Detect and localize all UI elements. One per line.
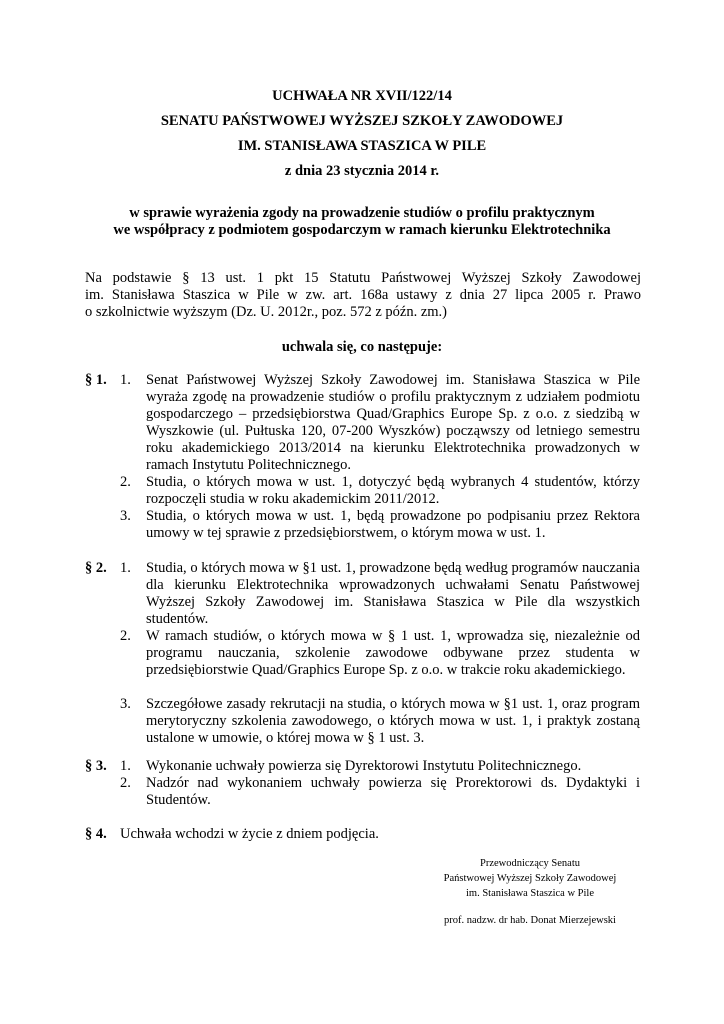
resolves-heading: uchwala się, co następuje: bbox=[281, 339, 443, 355]
subject-line-1: w sprawie wyrażenia zgody na prowadzenie studiów o profilu praktycznym bbox=[129, 205, 595, 221]
item-number: 1. bbox=[120, 758, 131, 774]
legal-basis-line: Na podstawie § 13 ust. 1 pkt 15 Statutu Państwowej Wyższej Szkoły Zawodowej bbox=[85, 270, 641, 286]
item-number: 1. bbox=[120, 372, 131, 388]
resolution-date: z dnia 23 stycznia 2014 r. bbox=[284, 163, 440, 179]
section-1-item-1: Senat Państwowej Wyższej Szkoły Zawodowej im. Stanisława Staszica w Pile wyraża zgodę na prowadzenie studiów o profilu praktycznym z udziałem podmiotu gospodarczego – przedsiębiorstwa Quad/Graphics Europe Sp. z o.o. z siedzibą w Wyszkowie (ul. Pułtuska 120, 07-200 Wyszków) począwszy od letniego semestru roku akademickiego 2013/2014 na kierunku Elektrotechnika prowadzonych w ramach Instytutu Politechnicznego. bbox=[146, 372, 640, 473]
signature-block bbox=[420, 856, 640, 928]
section-1-label: § 1. bbox=[85, 372, 107, 388]
item-number: 2. bbox=[120, 775, 131, 791]
section-2-item-3: Szczegółowe zasady rekrutacji na studia, o których mowa w §1 ust. 1, oraz program merytoryczny szkolenia zawodowego, o których mowa w ust. 1, i praktyk zostaną ustalone w umowie, o której mowa w § 1 ust. 3. bbox=[146, 696, 640, 746]
item-number: 3. bbox=[120, 696, 131, 712]
section-3-label: § 3. bbox=[85, 758, 107, 774]
subject-line-2: we współpracy z podmiotem gospodarczym w ramach kierunku Elektrotechnika bbox=[113, 222, 611, 238]
legal-basis-line: im. Stanisława Staszica w Pile w zw. art. 168a ustawy z dnia 27 lipca 2005 r. Prawo bbox=[85, 287, 641, 303]
item-number: 2. bbox=[120, 474, 131, 490]
section-2-item-2: W ramach studiów, o których mowa w § 1 ust. 1, wprowadza się, niezależnie od programu nauczania, szkolenie zawodowe odbywane przez studenta w przedsiębiorstwie Quad/Graphics Europe Sp. z o.o. w trakcie roku akademickiego. bbox=[146, 628, 640, 678]
resolution-number: UCHWAŁA NR XVII/122/14 bbox=[272, 88, 452, 104]
section-3-item-1: Wykonanie uchwały powierza się Dyrektorowi Instytutu Politechnicznego. bbox=[146, 758, 582, 774]
section-4-label: § 4. bbox=[85, 826, 107, 842]
section-1-item-2: Studia, o których mowa w ust. 1, dotyczyć będą wybranych 4 studentów, którzy rozpoczęli studia w roku akademickim 2011/2012. bbox=[146, 474, 640, 507]
item-number: 1. bbox=[120, 560, 131, 576]
item-number: 3. bbox=[120, 508, 131, 524]
senate-name: SENATU PAŃSTWOWEJ WYŻSZEJ SZKOŁY ZAWODOWEJ bbox=[160, 113, 564, 129]
signature-institution-2: im. Stanisława Staszica w Pile bbox=[465, 888, 595, 899]
item-number: 2. bbox=[120, 628, 131, 644]
signatory-name: prof. nadzw. dr hab. Donat Mierzejewski bbox=[444, 915, 616, 926]
section-1-item-3: Studia, o których mowa w ust. 1, będą prowadzone po podpisaniu przez Rektora umowy w tej sprawie z przedsiębiorstwem, o którym mowa w ust. 1. bbox=[146, 508, 640, 541]
section-2-item-1: Studia, o których mowa w §1 ust. 1, prowadzone będą według programów nauczania dla kierunku Elektrotechnika wprowadzonych uchwałami Senatu Państwowej Wyższej Szkoły Zawodowej im. Stanisława Staszica w Pile dla wszystkich studentów. bbox=[146, 560, 640, 627]
legal-basis bbox=[85, 270, 641, 321]
section-4-text: Uchwała wchodzi w życie z dniem podjęcia. bbox=[120, 826, 379, 842]
legal-basis-line: o szkolnictwie wyższym (Dz. U. 2012r., poz. 572 z późn. zm.) bbox=[85, 304, 448, 320]
section-2-label: § 2. bbox=[85, 560, 107, 576]
section-3-item-2: Nadzór nad wykonaniem uchwały powierza się Prorektorowi ds. Dydaktyki i Studentów. bbox=[146, 775, 640, 808]
signature-title: Przewodniczący Senatu bbox=[479, 858, 580, 869]
school-name: IM. STANISŁAWA STASZICA W PILE bbox=[237, 138, 487, 154]
signature-institution: Państwowej Wyższej Szkoły Zawodowej bbox=[443, 873, 617, 884]
